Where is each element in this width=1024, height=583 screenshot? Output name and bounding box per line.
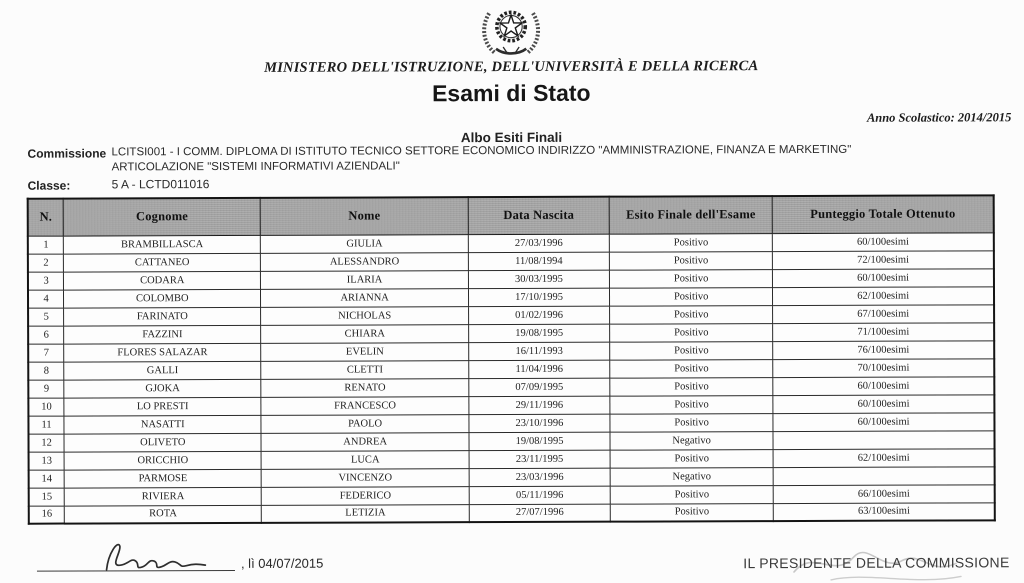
cell-nome: LUCA [261,450,469,469]
table-header-row [28,195,994,235]
cell-punteggio: 60/100esimi [773,376,994,395]
classe-row [28,174,988,192]
cell-nome: NICHOLAS [261,306,469,325]
ministry-heading: MINISTERO DELL'ISTRUZIONE, DELL'UNIVERSITÀ E DELLA RICERCA [264,58,759,76]
cell-nome: ILARIA [261,270,469,289]
cell-cognome: CATTANEO [64,253,261,272]
cell-data-nascita: 11/08/1994 [468,252,609,270]
cell-cognome: FARINATO [64,307,261,326]
col-header-n: N. [28,199,64,236]
cell-n: 4 [28,290,64,308]
cell-n: 12 [28,434,64,452]
cell-esito: Negativo [610,467,773,486]
col-header-punteggio: Punteggio Totale Ottenuto [772,195,993,233]
cell-nome: PAOLO [261,414,469,433]
cell-data-nascita: 05/11/1996 [469,486,610,504]
cell-n: 5 [28,308,64,326]
cell-data-nascita: 19/08/1995 [469,432,610,450]
cell-nome: CHIARA [261,324,469,343]
classe-value: 5 A - LCTD011016 [111,177,210,192]
cell-data-nascita: 16/11/1993 [469,342,610,360]
cell-punteggio: 62/100esimi [773,448,994,467]
cell-cognome: OLIVETO [64,433,261,452]
cell-cognome: FLORES SALAZAR [64,343,261,362]
cell-cognome: GALLI [64,361,261,380]
cell-punteggio: 60/100esimi [773,232,994,251]
cell-nome: ANDREA [261,432,469,451]
cell-data-nascita: 23/03/1996 [469,468,610,486]
president-label: IL PRESIDENTE DELLA COMMISSIONE [743,554,1010,572]
cell-cognome: COLOMBO [64,289,261,308]
cell-punteggio [773,466,994,485]
commissione-row [27,142,987,174]
cell-cognome: LO PRESTI [64,397,261,416]
cell-nome: ARIANNA [261,288,469,307]
cell-data-nascita: 27/03/1996 [468,234,609,252]
cell-data-nascita: 27/07/1996 [469,504,610,522]
cell-cognome: PARMOSE [64,469,261,488]
cell-esito: Positivo [610,503,773,522]
table-row [29,502,995,523]
cell-n: 8 [28,362,64,380]
cell-punteggio: 70/100esimi [773,358,994,377]
cell-punteggio: 62/100esimi [773,286,994,305]
cell-esito: Positivo [610,449,773,468]
commissione-line-1: LCITSI001 - I COMM. DIPLOMA DI ISTITUTO TECNICO SETTORE ECONOMICO INDIRIZZO "AMMINISTRAZIONE, FINANZA E MARKETING" [111,143,852,159]
cell-data-nascita: 23/11/1995 [469,450,610,468]
cell-cognome: FAZZINI [64,325,261,344]
col-header-cognome: Cognome [63,198,260,236]
cell-n: 10 [28,398,64,416]
cell-nome: ALESSANDRO [261,252,469,271]
cell-punteggio: 67/100esimi [773,304,994,323]
classe-label: Classe: [27,178,71,193]
cell-data-nascita: 19/08/1995 [469,324,610,342]
cell-esito: Positivo [609,269,772,288]
cell-esito: Positivo [610,287,773,306]
document-meta [27,142,987,192]
commissione-label: Commissione [27,146,107,161]
cell-n: 11 [28,416,64,434]
cell-n: 6 [28,326,64,344]
cell-cognome: ROTA [64,505,261,524]
cell-punteggio: 60/100esimi [773,394,994,413]
cell-nome: EVELIN [261,342,469,361]
cell-nome: GIULIA [261,234,469,253]
cell-punteggio: 76/100esimi [773,340,994,359]
cell-esito: Positivo [609,233,772,252]
cell-n: 9 [28,380,64,398]
cell-nome: FEDERICO [261,486,469,505]
results-table [27,194,996,524]
cell-data-nascita: 29/11/1996 [469,396,610,414]
cell-n: 2 [28,254,64,272]
results-table-body [28,232,995,523]
page-title: Esami di Stato [432,79,591,107]
commissione-line-2: ARTICOLAZIONE "SISTEMI INFORMATIVI AZIENDALI" [111,159,400,173]
cell-nome: RENATO [261,378,469,397]
cell-esito: Positivo [610,341,773,360]
cell-data-nascita: 11/04/1996 [469,360,610,378]
cell-n: 1 [28,236,64,254]
cell-esito: Positivo [610,377,773,396]
cell-punteggio: 63/100esimi [774,502,995,521]
cell-esito: Positivo [609,251,772,270]
cell-n: 3 [28,272,64,290]
cell-cognome: RIVIERA [64,487,261,506]
cell-punteggio: 60/100esimi [773,412,994,431]
cell-n: 14 [29,470,65,488]
cell-data-nascita: 07/09/1995 [469,378,610,396]
col-header-nome: Nome [260,197,468,235]
cell-punteggio [773,430,994,449]
cell-esito: Positivo [610,485,773,504]
cell-data-nascita: 30/03/1995 [468,270,609,288]
date-line: , lì 04/07/2015 [240,555,324,571]
commissione-value [111,143,851,175]
cell-esito: Positivo [610,359,773,378]
handwritten-place-signature [96,538,216,581]
cell-nome: FRANCESCO [261,396,469,415]
cell-punteggio: 60/100esimi [773,268,994,287]
cell-n: 7 [28,344,64,362]
cell-cognome: ORICCHIO [64,451,261,470]
cell-esito: Negativo [610,431,773,450]
cell-n: 16 [29,506,65,524]
cell-nome: VINCENZO [261,468,469,487]
italian-republic-emblem-icon [471,2,551,65]
anno-scolastico: Anno Scolastico: 2014/2015 [866,110,1012,125]
cell-data-nascita: 23/10/1996 [469,414,610,432]
cell-cognome: GJOKA [64,379,261,398]
col-header-esito: Esito Finale dell'Esame [609,196,772,234]
cell-cognome: BRAMBILLASCA [64,235,261,254]
cell-data-nascita: 01/02/1996 [469,306,610,324]
cell-data-nascita: 17/10/1995 [468,288,609,306]
cell-nome: CLETTI [261,360,469,379]
cell-punteggio: 72/100esimi [773,250,994,269]
cell-cognome: CODARA [64,271,261,290]
cell-n: 13 [29,452,65,470]
cell-esito: Positivo [610,305,773,324]
cell-punteggio: 71/100esimi [773,322,994,341]
albo-subtitle: Albo Esiti Finali [460,129,563,146]
cell-nome: LETIZIA [262,504,470,523]
cell-cognome: NASATTI [64,415,261,434]
cell-esito: Positivo [610,395,773,414]
cell-punteggio: 66/100esimi [773,484,994,503]
col-header-data-nascita: Data Nascita [468,197,609,234]
cell-esito: Positivo [610,323,773,342]
cell-esito: Positivo [610,413,773,432]
cell-n: 15 [29,488,65,506]
